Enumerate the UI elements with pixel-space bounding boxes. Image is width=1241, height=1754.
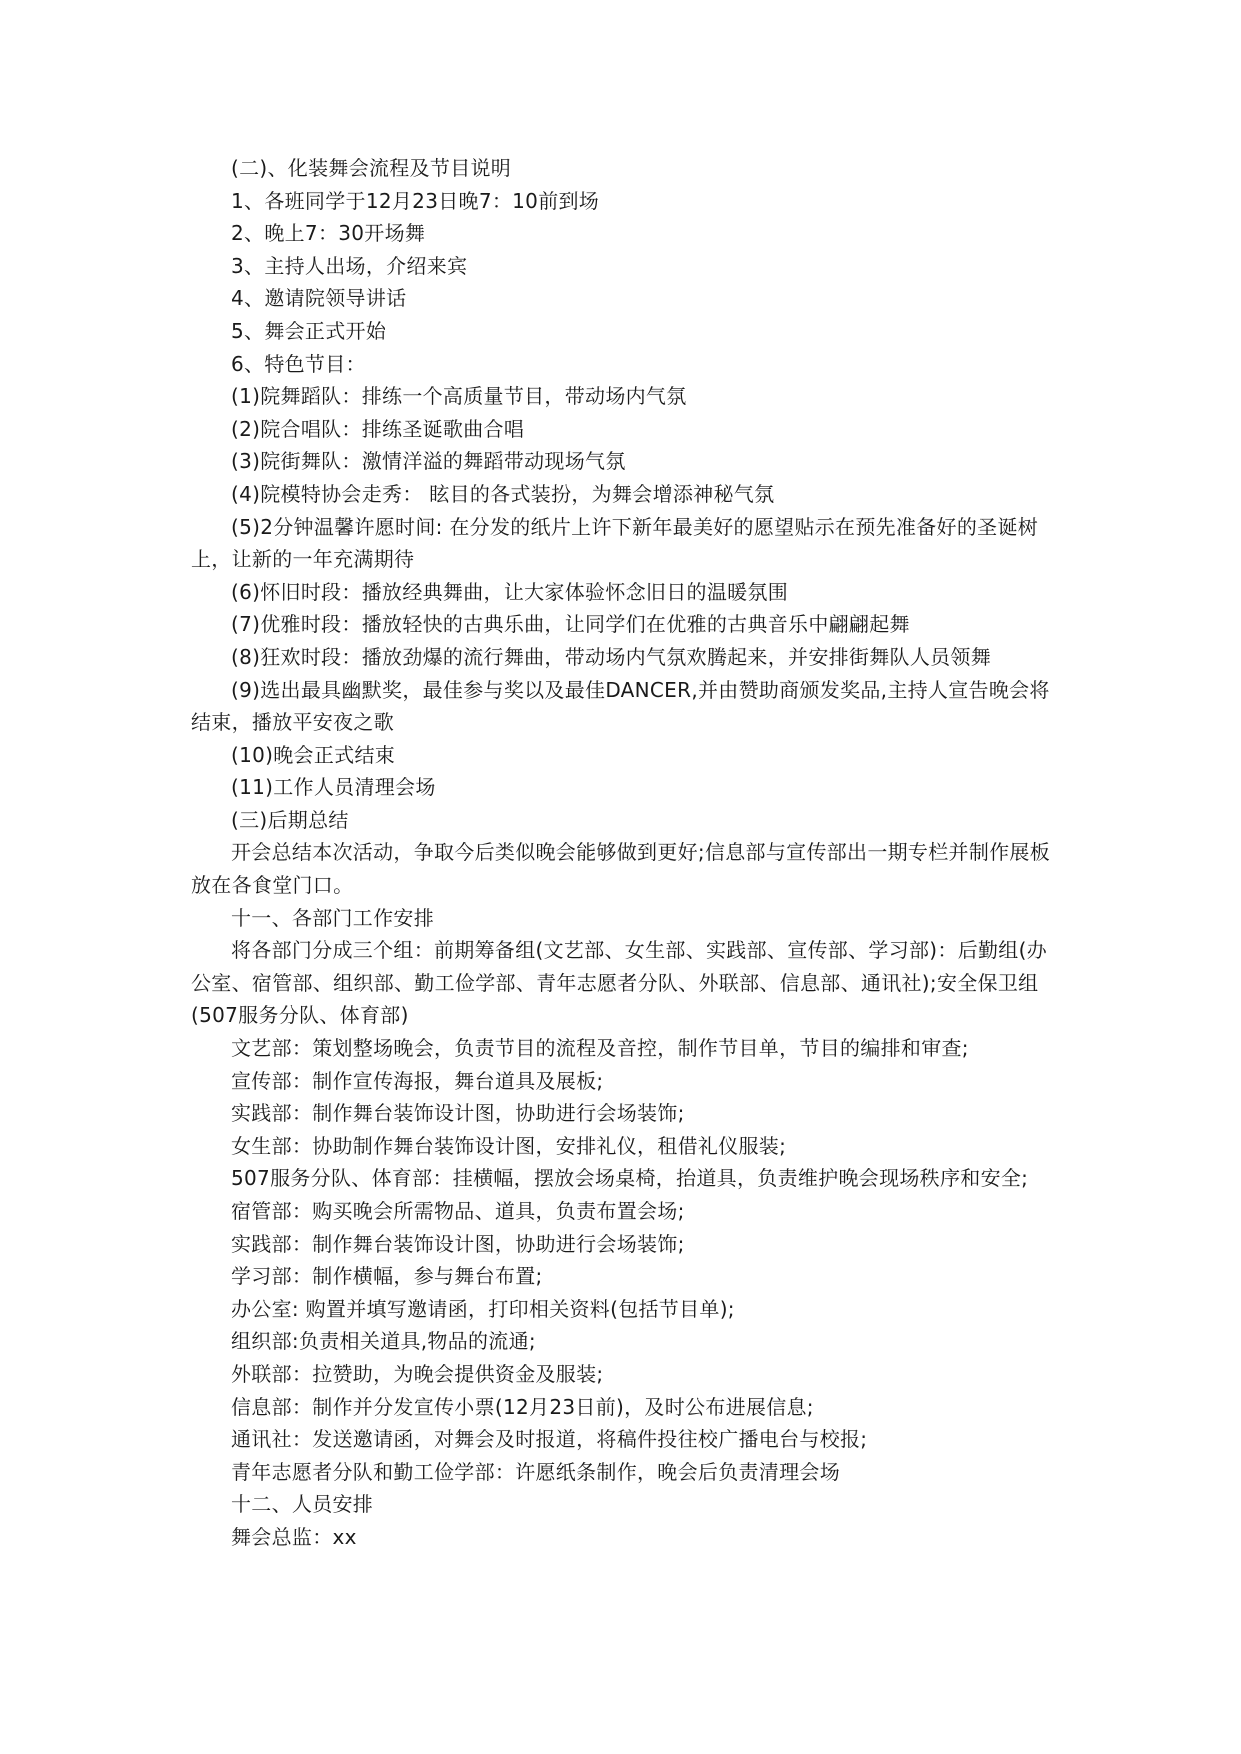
- paragraph: (三)后期总结: [231, 807, 349, 832]
- paragraph: (9)选出最具幽默奖，最佳参与奖以及最佳DANCER,并由赞助商颁发奖品,主持人宣告晚会将结束，播放平安夜之歌: [191, 677, 1050, 735]
- paragraph: (1)院舞蹈队：排练一个高质量节目，带动场内气氛: [231, 384, 687, 409]
- paragraph: (5)2分钟温馨许愿时间: 在分发的纸片上许下新年最美好的愿望贴示在预先准备好的圣诞树上，让新的一年充满期待: [191, 514, 1039, 572]
- paragraph: 通讯社：发送邀请函，对舞会及时报道，将稿件投往校广播电台与校报;: [231, 1427, 868, 1452]
- paragraph: (2)院合唱队：排练圣诞歌曲合唱: [231, 416, 525, 441]
- paragraph: 十二、人员安排: [231, 1492, 374, 1517]
- paragraph: 507服务分队、体育部：挂横幅，摆放会场桌椅，抬道具，负责维护晚会现场秩序和安全;: [231, 1166, 1029, 1191]
- paragraph: 青年志愿者分队和勤工俭学部：许愿纸条制作，晚会后负责清理会场: [231, 1459, 840, 1484]
- paragraph: 1、各班同学于12月23日晚7：10前到场: [231, 188, 600, 213]
- paragraph: 开会总结本次活动，争取今后类似晚会能够做到更好;信息部与宣传部出一期专栏并制作展板放在各食堂门口。: [191, 840, 1051, 898]
- paragraph: 实践部：制作舞台装饰设计图，协助进行会场装饰;: [231, 1231, 685, 1256]
- paragraph: 宿管部：购买晚会所需物品、道具，负责布置会场;: [231, 1199, 685, 1223]
- paragraph: 5、舞会正式开始: [231, 318, 387, 343]
- paragraph: 2、晚上7：30开场舞: [231, 221, 426, 246]
- paragraph: 信息部：制作并分发宣传小票(12月23日前)，及时公布进展信息;: [231, 1394, 814, 1419]
- paragraph: 将各部门分成三个组：前期筹备组(文艺部、女生部、实践部、宣传部、学习部)：后勤组(办公室、宿管部、组织部、勤工俭学部、青年志愿者分队、外联部、信息部、通讯社);安全保卫组(507服务分队、体育部): [191, 938, 1048, 1028]
- paragraph: (11)工作人员清理会场: [231, 775, 436, 800]
- paragraph: (8)狂欢时段：播放劲爆的流行舞曲，带动场内气氛欢腾起来，并安排街舞队人员领舞: [231, 644, 992, 669]
- paragraph: 3、主持人出场，介绍来宾: [231, 253, 468, 278]
- paragraph: (3)院街舞队：激情洋溢的舞蹈带动现场气氛: [231, 449, 626, 474]
- paragraph: 6、特色节目：: [231, 351, 366, 376]
- paragraph: (10)晚会正式结束: [231, 742, 396, 767]
- paragraph: 4、邀请院领导讲话: [231, 286, 407, 311]
- document-body: [191, 152, 1051, 1554]
- paragraph: (4)院模特协会走秀： 眩目的各式装扮，为舞会增添神秘气氛: [231, 481, 775, 506]
- paragraph: 女生部：协助制作舞台装饰设计图，安排礼仪，租借礼仪服装;: [231, 1133, 787, 1158]
- paragraph: 宣传部：制作宣传海报，舞台道具及展板;: [231, 1068, 604, 1093]
- paragraph: (二)、化装舞会流程及节目说明: [231, 156, 512, 180]
- paragraph: (6)怀旧时段：播放经典舞曲，让大家体验怀念旧日的温暖氛围: [231, 579, 789, 604]
- paragraph: 外联部：拉赞助，为晚会提供资金及服装;: [231, 1361, 604, 1386]
- paragraph: 组织部:负责相关道具,物品的流通;: [231, 1329, 536, 1354]
- paragraph: (7)优雅时段：播放轻快的古典乐曲，让同学们在优雅的古典音乐中翩翩起舞: [231, 612, 910, 637]
- paragraph: 舞会总监：xx: [231, 1524, 357, 1549]
- paragraph: 学习部：制作横幅，参与舞台布置;: [231, 1264, 543, 1289]
- paragraph: 办公室: 购置并填写邀请函，打印相关资料(包括节目单);: [231, 1296, 735, 1321]
- paragraph: 十一、各部门工作安排: [231, 905, 434, 930]
- paragraph: 文艺部：策划整场晚会，负责节目的流程及音控，制作节目单，节目的编排和审查;: [231, 1036, 969, 1061]
- paragraph: 实践部：制作舞台装饰设计图，协助进行会场装饰;: [231, 1101, 685, 1126]
